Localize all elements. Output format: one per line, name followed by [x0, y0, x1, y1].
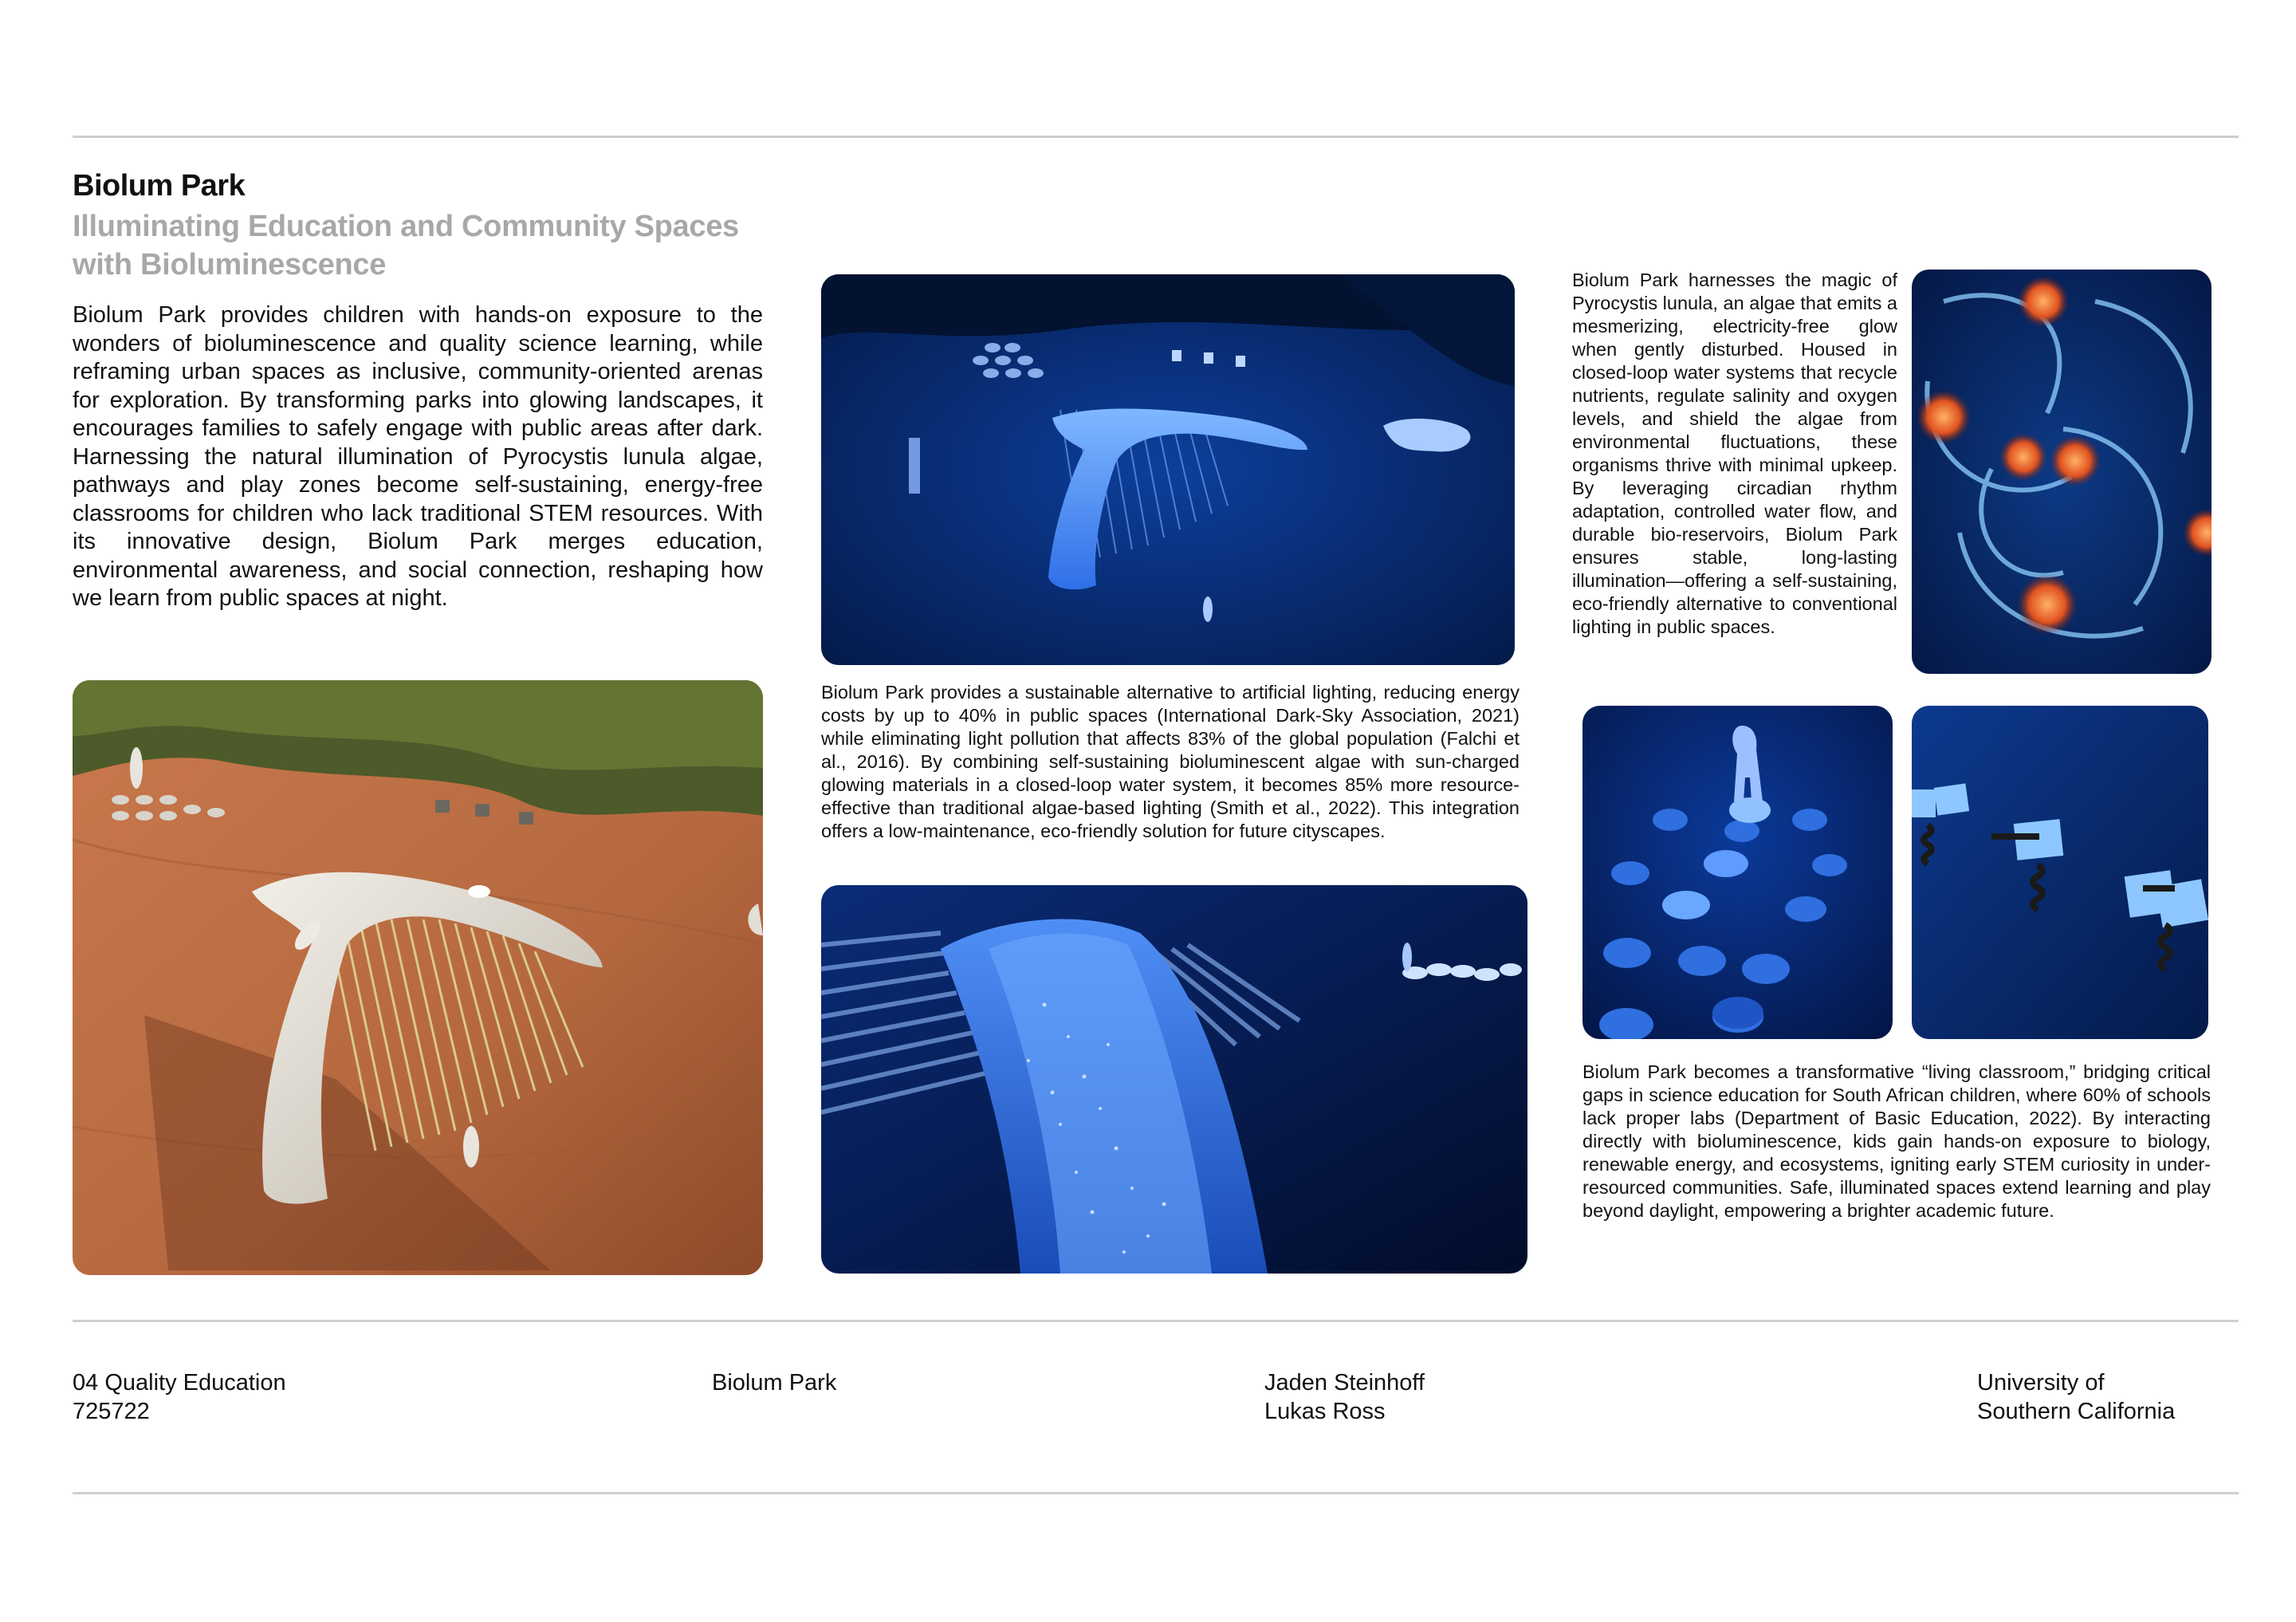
page-title: Biolum Park: [73, 169, 246, 203]
top-rule: [73, 136, 2239, 138]
caption-sustainability: Biolum Park provides a sustainable alternative to artificial lighting, reducing energy costs by up to 40% in public spaces (International Dark-Sky Association, 2021) while eliminating light pollution that affects 83% of the global population (Falchi et al., 2016). By combining self-sustaining bioluminescent algae with sun-charged glowing materials in a closed-loop water system, it becomes 85% more resource-effective than traditional algae-based lighting (Smith et al., 2022). This integration offers a low-maintenance, eco-friendly solution for future cityscapes.: [821, 682, 1520, 841]
glowing-slide-render: [821, 885, 1527, 1274]
footer-author-2: Lukas Ross: [1264, 1399, 1386, 1424]
footer-authors: [1264, 1368, 1425, 1426]
pyrocystis-microscopy: [1912, 270, 2211, 674]
footer-project-name: Biolum Park: [712, 1370, 837, 1396]
footer-project: [712, 1368, 836, 1397]
footer-top-rule: [73, 1320, 2239, 1322]
footer-category-label: 04 Quality Education: [73, 1370, 286, 1396]
caption-pyrocystis: Biolum Park harnesses the magic of Pyrocystis lunula, an algae that emits a mesmerizing, electricity-free glow when gently disturbed. Housed in closed-loop water systems that recycle nutrients, regulate salinity and oxygen levels, and shield the algae from environmental fluctuations, these organisms thrive with minimal upkeep. By leveraging circadian rhythm adaptation, controlled water flow, and durable bio-reservoirs, Biolum Park ensures stable, long-lasting illumination—offering a self-sustaining, eco-friendly alternative to conventional lighting in public spaces.: [1572, 270, 1897, 637]
footer-code: 725722: [73, 1399, 150, 1424]
night-aerial-render: [821, 274, 1515, 665]
daytime-aerial-render: [73, 680, 763, 1275]
page-subtitle: Illuminating Education and Community Spaces with Bioluminescence: [73, 210, 739, 281]
footer-school-line-2: Southern California: [1977, 1399, 2176, 1424]
footer-author-1: Jaden Steinhoff: [1264, 1370, 1425, 1396]
glowing-spring-seats: [1912, 706, 2208, 1039]
bottom-rule: [73, 1492, 2239, 1494]
footer-category: [73, 1368, 286, 1426]
footer-school: [1977, 1368, 2175, 1426]
caption-living-classroom: Biolum Park becomes a transformative “living classroom,” bridging critical gaps in science education for South African children, where 60% of schools lack proper labs (Department of Basic Education, 2022). By interacting directly with bioluminescence, kids gain hands-on exposure to biology, renewable energy, and ecosystems, igniting early STEM curiosity in under-resourced communities. Safe, illuminated spaces extend learning and play beyond daylight, empowering a brighter academic future.: [1582, 1061, 2211, 1221]
intro-paragraph: Biolum Park provides children with hands-on exposure to the wonders of bioluminescence and quality science learning, while reframing urban spaces as inclusive, community-oriented arenas for exploration. By transforming parks into glowing landscapes, it encourages families to safely engage with public areas after dark. Harnessing the natural illumination of Pyrocystis lunula algae, pathways and play zones become self-sustaining, energy-free classrooms for children who lack traditional STEM resources. With its innovative design, Biolum Park merges education, environmental awareness, and social connection, reshaping how we learn from public spaces at night.: [73, 302, 763, 611]
glowing-stepping-stones: [1582, 706, 1893, 1039]
footer-school-line-1: University of: [1977, 1370, 2105, 1396]
